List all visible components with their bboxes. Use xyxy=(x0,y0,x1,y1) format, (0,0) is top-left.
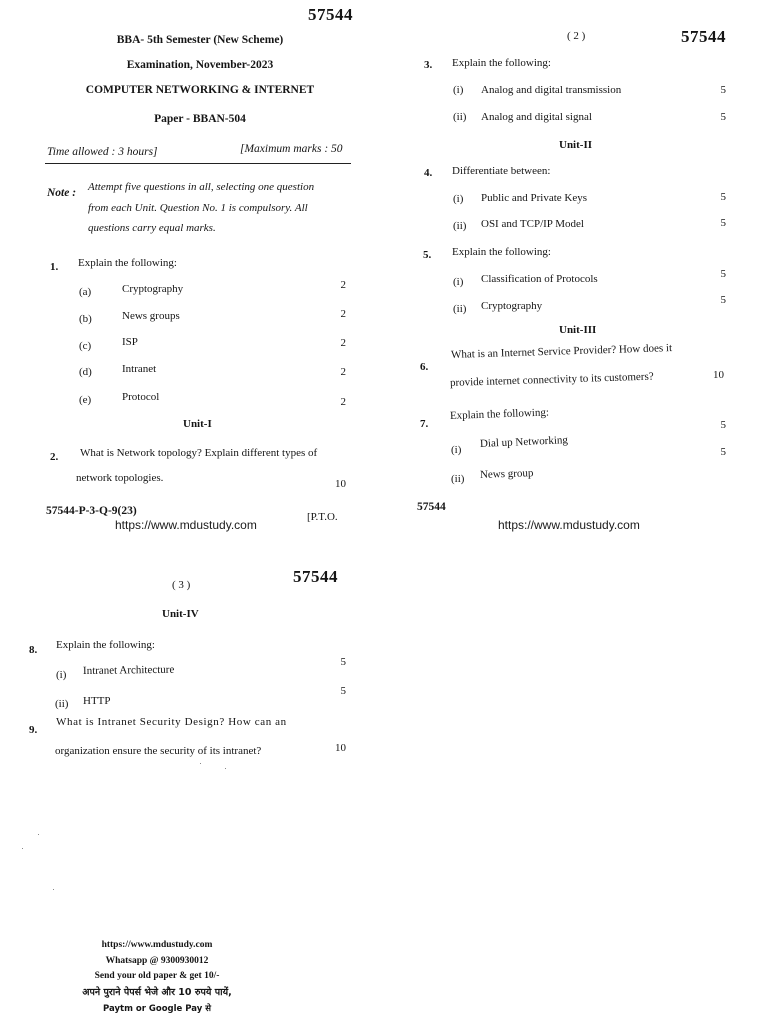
q1-part-text: Intranet xyxy=(122,363,157,375)
time-allowed: Time allowed : 3 hours] xyxy=(47,146,158,158)
note-line-2: from each Unit. Question No. 1 is compulsory. All xyxy=(88,202,308,214)
q4-part-label: (i) xyxy=(453,193,464,205)
scan-speck xyxy=(53,889,54,890)
max-marks: [Maximum marks : 50 xyxy=(240,143,343,155)
page-number: ( 3 ) xyxy=(172,579,191,591)
q3-part-marks: 5 xyxy=(720,111,726,123)
q1-text: Explain the following: xyxy=(78,257,177,269)
q2-line-2: network topologies. xyxy=(76,472,164,484)
q1-part-label: (d) xyxy=(79,366,92,378)
q7-part-marks: 5 xyxy=(720,446,726,458)
q1-part-label: (c) xyxy=(79,340,92,352)
q3-part-label: (i) xyxy=(453,84,464,96)
q8-text: Explain the following: xyxy=(56,639,155,651)
page-number: ( 2 ) xyxy=(567,30,586,42)
q1-number: 1. xyxy=(50,261,59,273)
q3-part-text: Analog and digital transmission xyxy=(481,84,622,96)
q1-part-text: Cryptography xyxy=(122,283,184,295)
q3-part-text: Analog and digital signal xyxy=(481,111,592,123)
q5-text: Explain the following: xyxy=(452,246,551,258)
q1-part-marks: 2 xyxy=(340,279,346,291)
promo-hindi-line: अपने पुराने पेपर्स भेजे और 10 रुपये पायें, xyxy=(82,987,232,998)
unit-4-heading: Unit-IV xyxy=(162,608,199,620)
subject-title: COMPUTER NETWORKING & INTERNET xyxy=(85,84,315,96)
note-label: Note : xyxy=(47,187,77,199)
q1-part-marks: 2 xyxy=(340,337,346,349)
note-line-3: questions carry equal marks. xyxy=(88,222,216,234)
q8-part-label: (i) xyxy=(56,669,67,681)
q5-part-label: (ii) xyxy=(453,303,467,315)
q5-part-text: Cryptography xyxy=(481,300,543,312)
q1-part-label: (a) xyxy=(79,286,92,298)
q2-number: 2. xyxy=(50,451,59,463)
q3-number: 3. xyxy=(424,59,433,71)
q4-part-text: OSI and TCP/IP Model xyxy=(481,218,584,230)
q5-number: 5. xyxy=(423,249,432,261)
q4-part-text: Public and Private Keys xyxy=(481,192,588,204)
q6-line-2: provide internet connectivity to its customers? xyxy=(449,370,654,389)
q7-part-text: Dial up Networking xyxy=(479,434,569,450)
q7-number: 7. xyxy=(420,418,429,430)
q8-part-marks: 5 xyxy=(340,685,346,697)
footer-paper-code: 57544 xyxy=(417,501,446,513)
q1-part-marks: 2 xyxy=(340,396,346,408)
footer-url: https://www.mdustudy.com xyxy=(498,518,640,532)
scan-speck xyxy=(225,768,226,769)
q1-part-text: News groups xyxy=(122,310,180,322)
q7-text: Explain the following: xyxy=(449,406,550,422)
q1-part-label: (e) xyxy=(79,394,92,406)
q2-marks: 10 xyxy=(335,478,346,490)
promo-url: https://www.mdustudy.com xyxy=(101,940,213,950)
q7-part-marks: 5 xyxy=(720,419,726,431)
unit-3-heading: Unit-III xyxy=(559,324,597,336)
q1-part-text: Protocol xyxy=(122,391,160,403)
q7-part-text: News group xyxy=(479,467,534,481)
unit-2-heading: Unit-II xyxy=(559,139,593,151)
q4-number: 4. xyxy=(424,167,433,179)
q8-part-text: Intranet Architecture xyxy=(82,663,175,677)
q1-part-marks: 2 xyxy=(340,308,346,320)
scan-speck xyxy=(200,763,201,764)
header-rule xyxy=(45,163,351,164)
unit-1-heading: Unit-I xyxy=(183,418,212,430)
q5-part-label: (i) xyxy=(453,276,464,288)
note-line-1: Attempt five questions in all, selecting one question xyxy=(88,181,315,193)
scan-speck xyxy=(38,834,39,835)
q5-part-marks: 5 xyxy=(720,268,726,280)
q6-marks: 10 xyxy=(713,369,724,381)
q5-part-text: Classification of Protocols xyxy=(481,273,598,285)
pto-label: [P.T.O. xyxy=(307,511,338,523)
q1-part-label: (b) xyxy=(79,313,92,325)
q1-part-marks: 2 xyxy=(340,366,346,378)
scan-speck xyxy=(22,848,23,849)
paper-line: Paper - BBAN-504 xyxy=(154,113,246,125)
q4-text: Differentiate between: xyxy=(452,165,551,177)
footer-paper-code: 57544-P-3-Q-9(23) xyxy=(46,505,137,517)
q6-line-1: What is an Internet Service Provider? How does it xyxy=(450,342,673,361)
q9-number: 9. xyxy=(29,724,38,736)
paper-code-top: 57544 xyxy=(308,5,353,24)
q4-part-label: (ii) xyxy=(453,220,467,232)
q9-marks: 10 xyxy=(335,742,346,754)
q2-line-1: What is Network topology? Explain different types of xyxy=(80,447,318,459)
q5-part-marks: 5 xyxy=(720,294,726,306)
q8-part-text: HTTP xyxy=(83,695,111,707)
q8-part-label: (ii) xyxy=(55,698,69,710)
q8-number: 8. xyxy=(29,644,38,656)
q3-text: Explain the following: xyxy=(452,57,551,69)
q3-part-marks: 5 xyxy=(720,84,726,96)
paper-code-top: 57544 xyxy=(681,27,726,46)
q8-part-marks: 5 xyxy=(340,656,346,668)
q4-part-marks: 5 xyxy=(720,217,726,229)
promo-payment: Paytm or Google Pay से xyxy=(103,1004,211,1014)
q3-part-label: (ii) xyxy=(453,111,467,123)
paper-code-top: 57544 xyxy=(293,567,338,586)
footer-url: https://www.mdustudy.com xyxy=(115,518,257,532)
q4-part-marks: 5 xyxy=(720,191,726,203)
q7-part-label: (i) xyxy=(451,444,462,456)
q7-part-label: (ii) xyxy=(451,473,465,485)
exam-line: Examination, November-2023 xyxy=(126,59,274,71)
promo-whatsapp: Whatsapp @ 9300930012 xyxy=(105,956,209,966)
course-line: BBA- 5th Semester (New Scheme) xyxy=(116,34,284,46)
promo-send-paper: Send your old paper & get 10/- xyxy=(94,971,220,981)
q9-line-1: What is Intranet Security Design? How can an xyxy=(56,716,287,728)
q6-number: 6. xyxy=(420,361,429,373)
q1-part-text: ISP xyxy=(122,336,138,348)
q9-line-2: organization ensure the security of its intranet? xyxy=(55,745,262,757)
